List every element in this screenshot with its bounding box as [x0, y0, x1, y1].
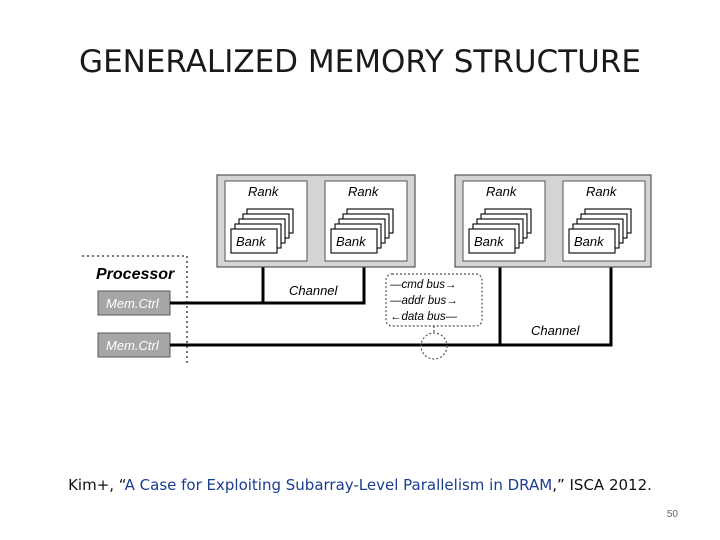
rank-label: Rank [348, 184, 379, 199]
mem-ctrl-2 [98, 333, 170, 357]
bank-label: Bank [336, 234, 366, 249]
bank-label: Bank [474, 234, 504, 249]
bank-label: Bank [236, 234, 266, 249]
citation-link[interactable]: A Case for Exploiting Subarray-Level Parallelism in DRAM [124, 476, 553, 494]
dimm-module-2 [455, 175, 651, 267]
dimm-module-1 [217, 175, 415, 267]
rank-label: Rank [586, 184, 617, 199]
bank-label: Bank [574, 234, 604, 249]
citation-prefix: Kim+, “ [68, 476, 125, 494]
channel-1-label: Channel [289, 283, 338, 298]
channel-2-label: Channel [531, 323, 580, 338]
citation-suffix: ,” ISCA 2012. [552, 476, 652, 494]
rank-2 [325, 181, 407, 261]
addr-bus-label: —addr bus→ [390, 295, 458, 307]
data-bus-label: ←data bus— [390, 311, 458, 323]
citation [0, 476, 720, 494]
slide-title: GENERALIZED MEMORY STRUCTURE [79, 44, 641, 80]
page-number: 50 [666, 509, 678, 520]
rank-3 [463, 181, 545, 261]
rank-4 [563, 181, 645, 261]
processor-label: Processor [96, 266, 175, 283]
mem-ctrl-1 [98, 291, 170, 315]
cmd-bus-label: —cmd bus→ [390, 279, 457, 291]
rank-label: Rank [486, 184, 517, 199]
rank-label: Rank [248, 184, 279, 199]
rank-1 [225, 181, 307, 261]
mem-ctrl-2-label: Mem.Ctrl [106, 338, 159, 353]
mem-ctrl-1-label: Mem.Ctrl [106, 296, 159, 311]
